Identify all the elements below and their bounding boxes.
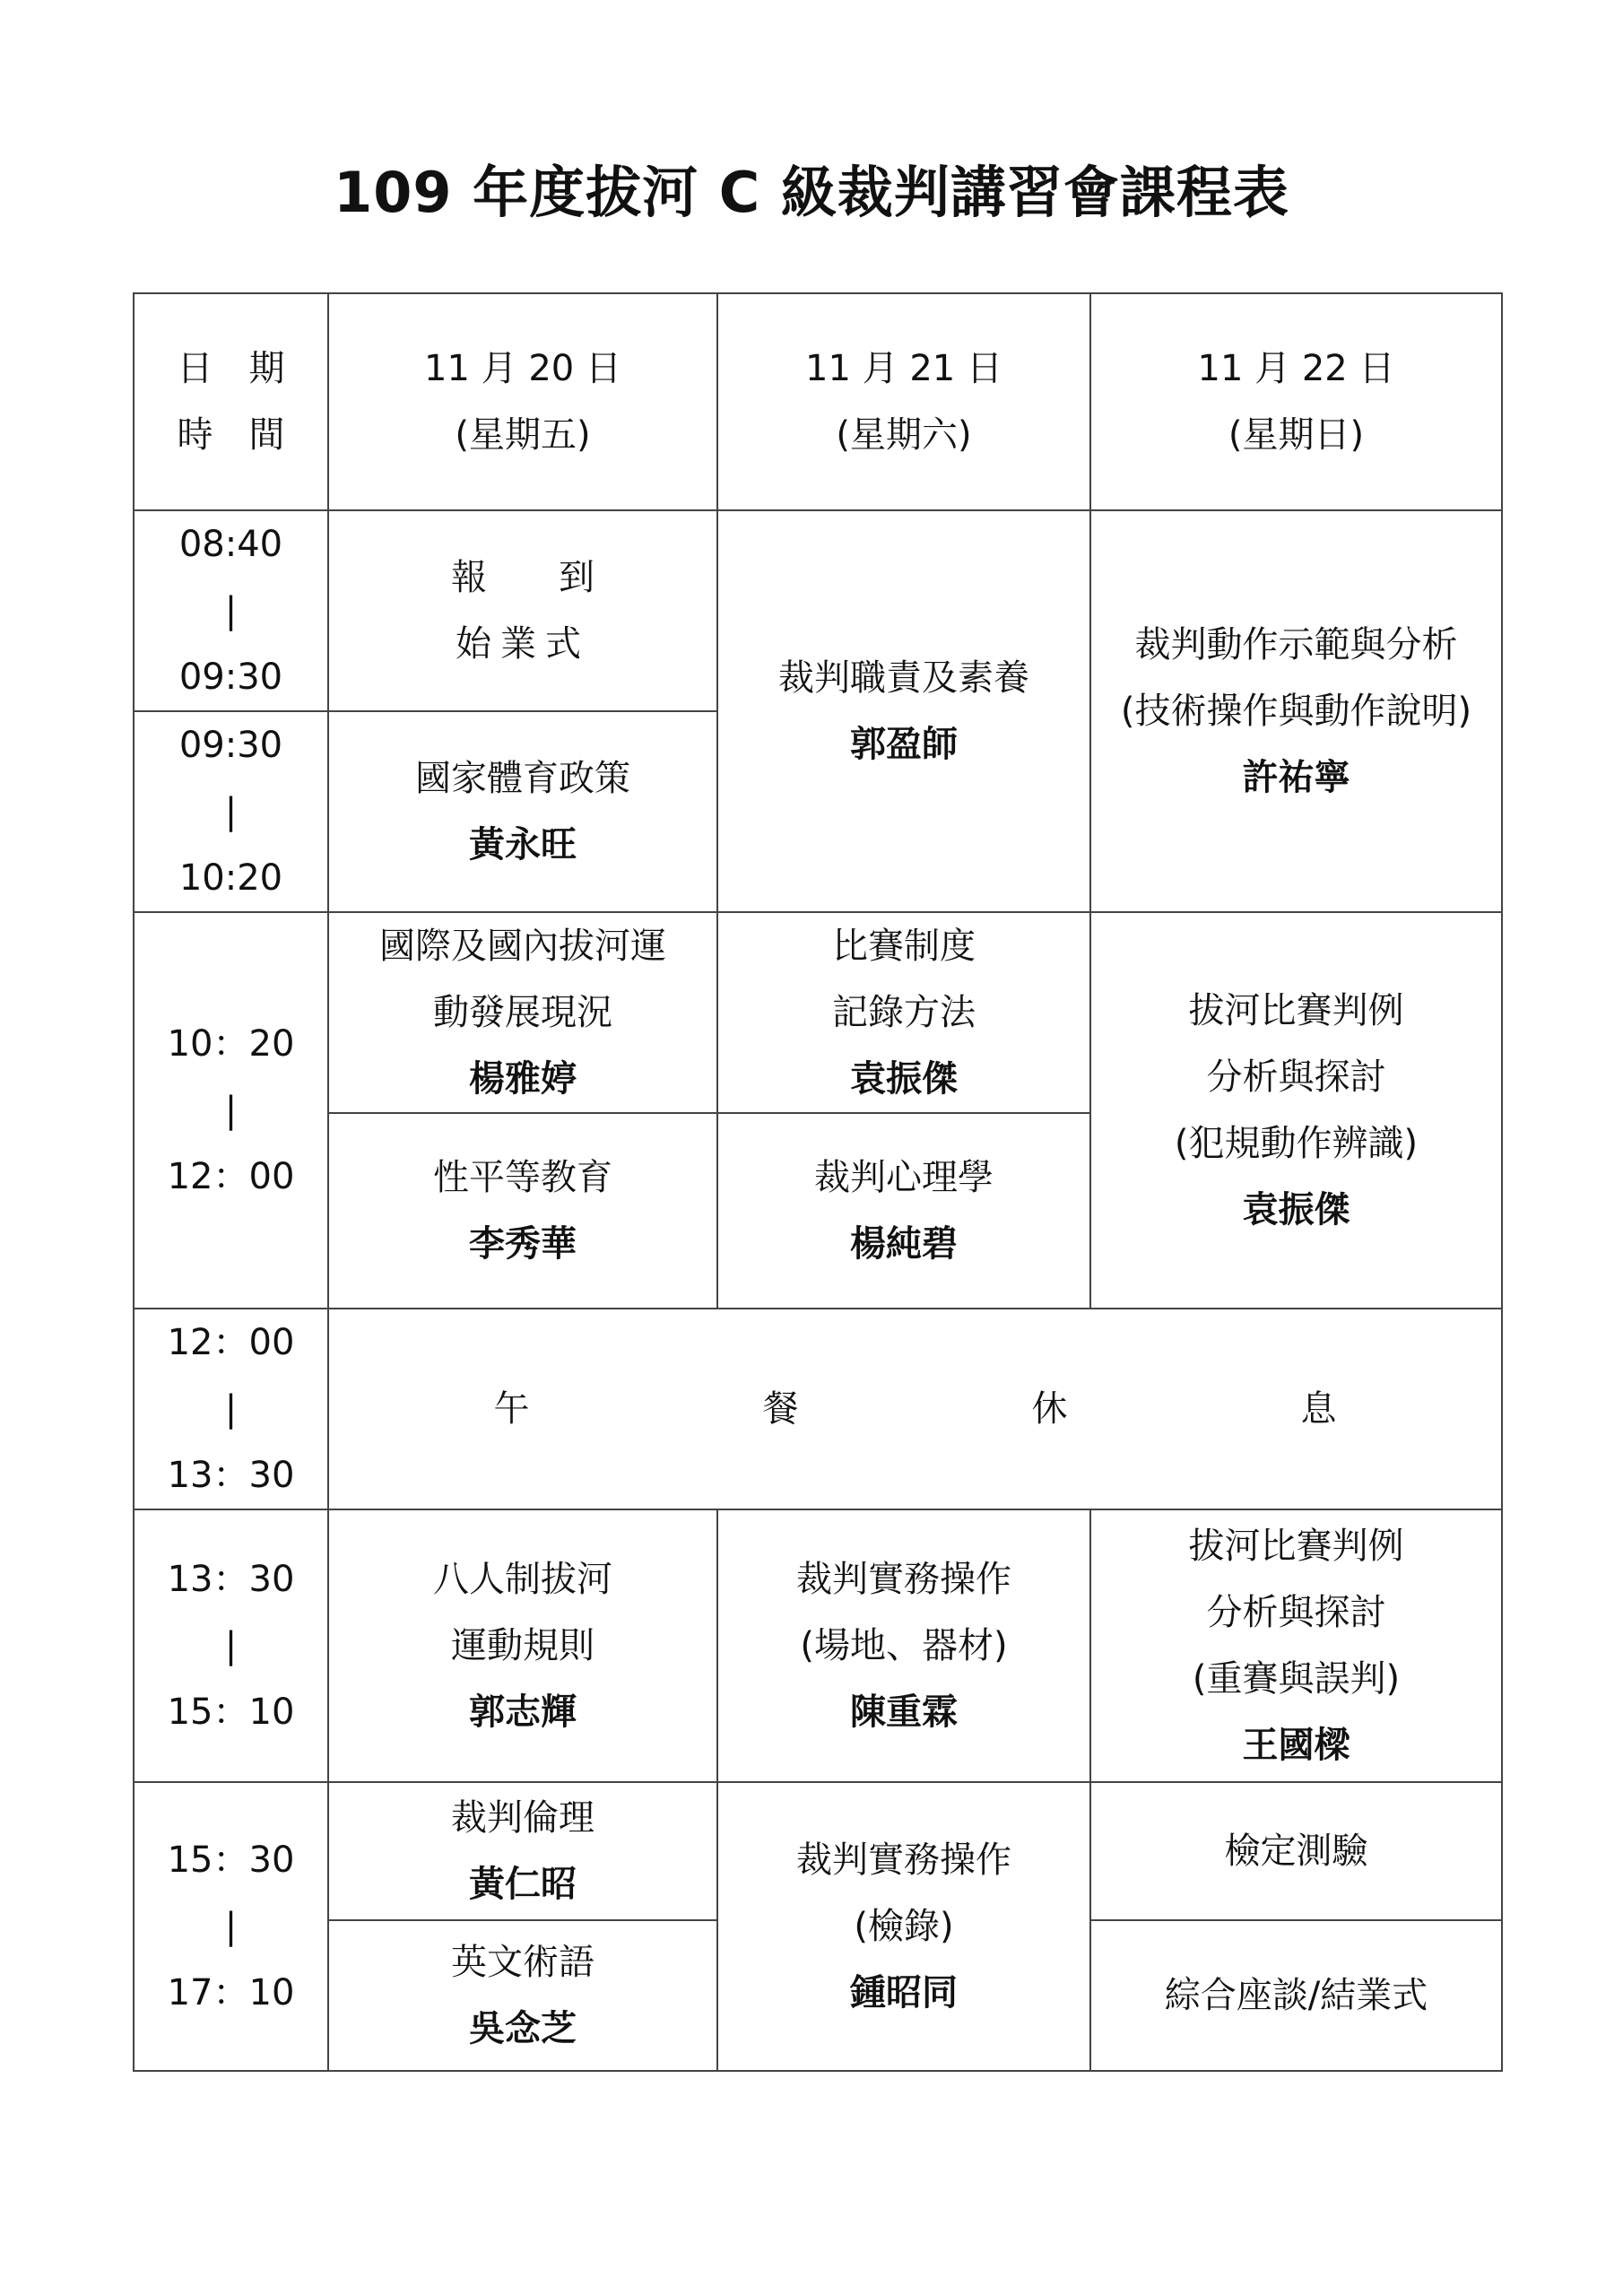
session-lecturer: 黃仁昭 <box>469 1864 577 1905</box>
session-lecturer: 黃永旺 <box>469 824 577 865</box>
session-exam <box>1090 1782 1502 1920</box>
time-start: 12：00 <box>167 1322 295 1363</box>
session-case-analysis-fouls <box>1090 912 1502 1309</box>
session-topic: 裁判實務操作 <box>796 1559 1011 1600</box>
time-end: 10:20 <box>178 857 283 899</box>
session-topic: 記錄方法 <box>832 992 976 1033</box>
time-slot <box>134 510 328 711</box>
session-lecturer: 李秀華 <box>469 1223 577 1265</box>
session-referee-duty <box>717 510 1090 912</box>
lunch-char: 息 <box>1300 1388 1337 1430</box>
session-case-analysis-replay <box>1090 1509 1502 1782</box>
lunch-break <box>328 1309 1502 1509</box>
session-eight-person-rules <box>328 1509 717 1782</box>
time-separator: | <box>224 1625 238 1666</box>
day-header-3 <box>1090 293 1502 510</box>
session-topic: 國際及國內拔河運 <box>379 926 666 967</box>
time-separator: | <box>224 1906 238 1947</box>
table-row <box>134 510 1502 711</box>
session-lecturer: 鍾昭同 <box>850 1972 958 2013</box>
time-slot <box>134 912 328 1309</box>
lunch-char: 午 <box>493 1388 530 1430</box>
session-lecturer: 陳重霖 <box>850 1692 958 1733</box>
time-slot <box>134 1782 328 2071</box>
session-topic: 綜合座談/結業式 <box>1164 1975 1428 2016</box>
day-weekday: (星期五) <box>455 414 591 456</box>
session-competition-system <box>717 912 1090 1113</box>
session-topic: 裁判職責及素養 <box>778 657 1029 699</box>
session-lecturer: 王國樑 <box>1242 1725 1350 1766</box>
time-slot <box>134 711 328 912</box>
day-date: 11 月 22 日 <box>1197 348 1395 389</box>
session-topic: 報 到 <box>451 557 612 598</box>
table-row <box>134 1309 1502 1509</box>
session-topic: 裁判實務操作 <box>796 1839 1011 1881</box>
session-referee-ethics <box>328 1782 717 1920</box>
corner-date-label: 日 期 <box>177 348 285 389</box>
table-row <box>134 1509 1502 1782</box>
date-time-corner <box>134 293 328 510</box>
session-practice-venue <box>717 1509 1090 1782</box>
session-gender-equality <box>328 1113 717 1309</box>
time-end: 13：30 <box>167 1455 295 1496</box>
lunch-char: 休 <box>1031 1388 1068 1430</box>
session-topic: 裁判倫理 <box>451 1797 595 1839</box>
session-topic: 拔河比賽判例 <box>1188 990 1404 1031</box>
session-topic: 英文術語 <box>451 1942 595 1983</box>
session-referee-demo <box>1090 510 1502 912</box>
session-topic: (檢錄) <box>854 1906 954 1947</box>
time-end: 15：10 <box>167 1692 295 1733</box>
session-topic: 運動規則 <box>451 1625 595 1666</box>
day-header-1 <box>328 293 717 510</box>
time-separator: | <box>224 1090 238 1131</box>
session-topic: 檢定測驗 <box>1224 1831 1368 1872</box>
time-end: 12：00 <box>167 1156 295 1197</box>
time-start: 08:40 <box>178 524 283 565</box>
schedule-table <box>133 292 1503 2072</box>
time-separator: | <box>224 590 238 631</box>
session-topic: (場地、器材) <box>800 1625 1008 1666</box>
time-start: 15：30 <box>167 1839 295 1881</box>
session-topic: (重賽與誤判) <box>1192 1658 1401 1700</box>
session-topic: 動發展現況 <box>433 992 612 1033</box>
corner-time-label: 時 間 <box>177 414 285 456</box>
day-header-2 <box>717 293 1090 510</box>
session-topic: 八人制拔河 <box>433 1559 612 1600</box>
session-topic: 分析與探討 <box>1206 1592 1386 1633</box>
session-topic: (技術操作與動作說明) <box>1120 691 1472 732</box>
table-row <box>134 1782 1502 1920</box>
session-english-terms <box>328 1920 717 2071</box>
session-lecturer: 袁振傑 <box>850 1058 958 1100</box>
session-topic: 國家體育政策 <box>415 758 630 799</box>
time-slot <box>134 1309 328 1509</box>
session-topic: 分析與探討 <box>1206 1057 1386 1098</box>
session-lecturer: 郭志輝 <box>469 1692 577 1733</box>
time-end: 17：10 <box>167 1972 295 2013</box>
time-end: 09:30 <box>178 657 283 698</box>
session-lecturer: 郭盈師 <box>850 724 958 765</box>
session-checkin <box>328 510 717 711</box>
session-lecturer: 吳念芝 <box>469 2008 577 2049</box>
day-date: 11 月 21 日 <box>805 348 1002 389</box>
lunch-char: 餐 <box>762 1388 799 1430</box>
session-lecturer: 許祐寧 <box>1242 757 1350 798</box>
page-title: 109 年度拔河 C 級裁判講習會課程表 <box>334 160 1289 225</box>
session-topic: 拔河比賽判例 <box>1188 1526 1404 1567</box>
time-separator: | <box>224 1388 238 1430</box>
time-start: 10：20 <box>167 1023 295 1065</box>
day-weekday: (星期日) <box>1228 414 1365 456</box>
time-start: 13：30 <box>167 1559 295 1600</box>
session-sports-policy <box>328 711 717 912</box>
session-topic: 裁判心理學 <box>814 1157 994 1198</box>
time-slot <box>134 1509 328 1782</box>
session-referee-psychology <box>717 1113 1090 1309</box>
session-topic: 裁判動作示範與分析 <box>1134 624 1458 665</box>
session-intl-development <box>328 912 717 1113</box>
time-separator: | <box>224 791 238 832</box>
session-topic: (犯規動作辨識) <box>1174 1123 1419 1164</box>
session-topic: 比賽制度 <box>832 926 976 967</box>
session-topic: 始業式 <box>456 623 590 665</box>
day-weekday: (星期六) <box>836 414 972 456</box>
time-start: 09:30 <box>178 725 283 766</box>
session-topic: 性平等教育 <box>433 1157 612 1198</box>
session-practice-checkin <box>717 1782 1090 2071</box>
session-lecturer: 袁振傑 <box>1242 1189 1350 1231</box>
header-row <box>134 293 1502 510</box>
session-closing <box>1090 1920 1502 2071</box>
table-row <box>134 912 1502 1113</box>
day-date: 11 月 20 日 <box>424 348 621 389</box>
session-lecturer: 楊雅婷 <box>469 1058 577 1100</box>
session-lecturer: 楊純碧 <box>850 1223 958 1265</box>
